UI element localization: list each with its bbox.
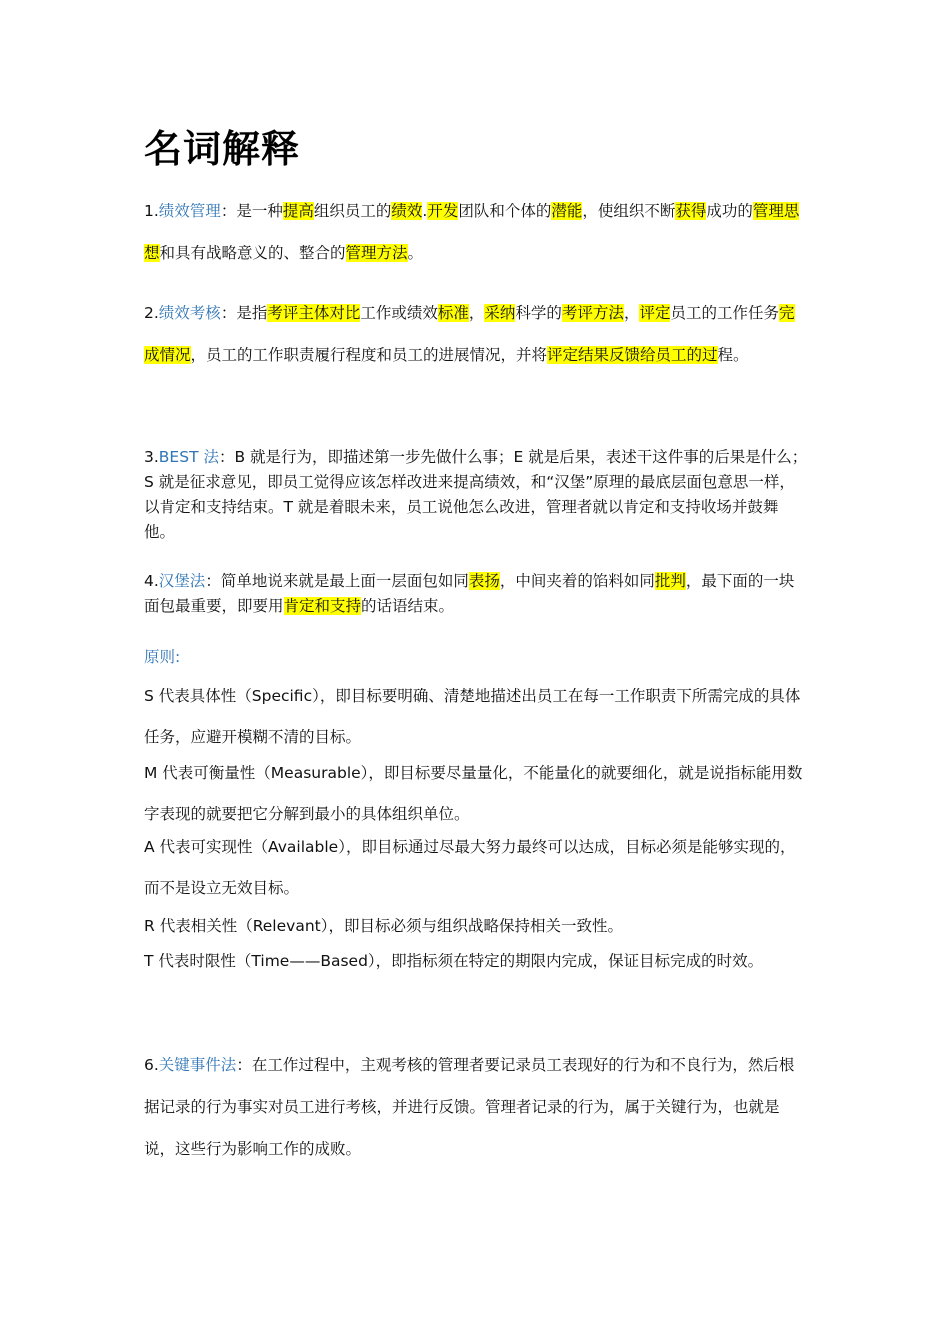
highlight: 批判 <box>654 572 686 590</box>
principle-text: R 代表相关性（Relevant），即目标必须与组织战略保持相关一致性。 <box>144 917 623 935</box>
text: ，中间夹着的馅料如同 <box>499 572 655 590</box>
item-number: 1. <box>144 202 159 220</box>
section-best-method <box>144 445 809 545</box>
text: ：在工作过程中，主观考核的管理者要记录员工表现好的行为和不良行为，然后根据记录的行为事实对员工进行考核，并进行反馈。管理者记录的行为，属于关键行为，也就是说，这些行为影响工作的成败。 <box>144 1056 795 1158</box>
section-performance-management <box>144 190 809 274</box>
highlight: 开发 <box>427 202 459 220</box>
text: 组织员工的 <box>313 202 392 220</box>
highlight: 标准 <box>437 304 469 322</box>
text: 科学的 <box>515 304 562 322</box>
item-number: 4. <box>144 572 159 590</box>
paragraph <box>144 190 809 274</box>
section-critical-incident-method <box>144 1044 809 1170</box>
paragraph <box>144 292 809 376</box>
item-number: 3. <box>144 448 159 466</box>
principle-m <box>144 753 809 835</box>
text: 的话语结束。 <box>361 597 455 615</box>
principle-text: A 代表可实现性（Available），即目标通过尽最大努力最终可以达成，目标必须是能够实现的，而不是设立无效目标。 <box>144 838 796 897</box>
text: ：是一种 <box>220 202 283 220</box>
text: 程。 <box>717 346 749 364</box>
text: ：是指 <box>220 304 268 322</box>
highlight: 潜能 <box>551 202 583 220</box>
item-number: 2. <box>144 304 159 322</box>
text: 和具有战略意义的、整合的 <box>159 244 346 262</box>
section-hamburger-method <box>144 569 809 619</box>
principles-heading <box>144 645 809 670</box>
text: ，最下面的一块面包最重要，即要用 <box>144 572 795 615</box>
highlight: 评定 <box>639 304 671 322</box>
principle-text: M 代表可衡量性（Measurable），即目标要尽量量化，不能量化的就要细化，就是说指标能用数字表现的就要把它分解到最小的具体组织单位。 <box>144 764 803 823</box>
highlight: 肯定和支持 <box>283 597 362 615</box>
text: 工作或绩效 <box>360 304 438 322</box>
term: 绩效管理 <box>158 202 221 220</box>
highlight: 评定结果反馈给员工的过 <box>547 346 718 364</box>
term: 关键事件法 <box>158 1056 237 1074</box>
text: . <box>422 202 428 220</box>
text: ：B 就是行为，即描述第一步先做什么事；E 就是后果，表述干这件事的后果是什么；S 就是征求意见，即员工觉得应该怎样改进来提高绩效，和“汉堡”原理的最底层面包意思一样，以肯定和支持结束。T 就是着眼未来，员工说他怎么改进，管理者就以肯定和支持收场并鼓舞他。 <box>144 448 808 541</box>
term: BEST 法 <box>158 448 219 466</box>
paragraph <box>144 569 809 619</box>
highlight: 考评主体对比 <box>267 304 361 322</box>
heading: 原则: <box>144 648 181 666</box>
paragraph <box>144 1044 809 1170</box>
highlight: 获得 <box>675 202 707 220</box>
item-number: 6. <box>144 1056 159 1074</box>
text: 成功的 <box>706 202 753 220</box>
principle-text: T 代表时限性（Time——Based），即指标须在特定的期限内完成，保证目标完成的时效。 <box>144 952 764 970</box>
text: ， <box>623 304 640 322</box>
section-performance-appraisal <box>144 292 809 376</box>
text: 团队和个体的 <box>458 202 552 220</box>
principle-text: S 代表具体性（Specific），即目标要明确、清楚地描述出员工在每一工作职责下所需完成的具体任务，应避开模糊不清的目标。 <box>144 687 801 746</box>
page-title: 名词解释 <box>144 127 301 171</box>
term: 汉堡法 <box>158 572 206 590</box>
highlight: 管理方法 <box>345 244 408 262</box>
text: 。 <box>407 244 424 262</box>
principle-t <box>144 941 809 982</box>
term: 绩效考核 <box>158 304 221 322</box>
principle-a <box>144 827 809 909</box>
text: ，使组织不断 <box>582 202 676 220</box>
principle-s <box>144 676 809 758</box>
highlight: 完成情况 <box>144 304 795 364</box>
paragraph <box>144 445 809 545</box>
highlight: 考评方法 <box>561 304 624 322</box>
text: 员工的工作任务 <box>670 304 779 322</box>
highlight: 采纳 <box>484 304 516 322</box>
highlight: 绩效 <box>391 202 423 220</box>
text: ：简单地说来就是最上面一层面包如同 <box>205 572 469 590</box>
highlight: 提高 <box>282 202 314 220</box>
highlight: 表扬 <box>468 572 500 590</box>
text: ，员工的工作职责履行程度和员工的进展情况，并将 <box>190 346 548 364</box>
highlight: 管理思想 <box>144 202 800 262</box>
text: ， <box>468 304 485 322</box>
